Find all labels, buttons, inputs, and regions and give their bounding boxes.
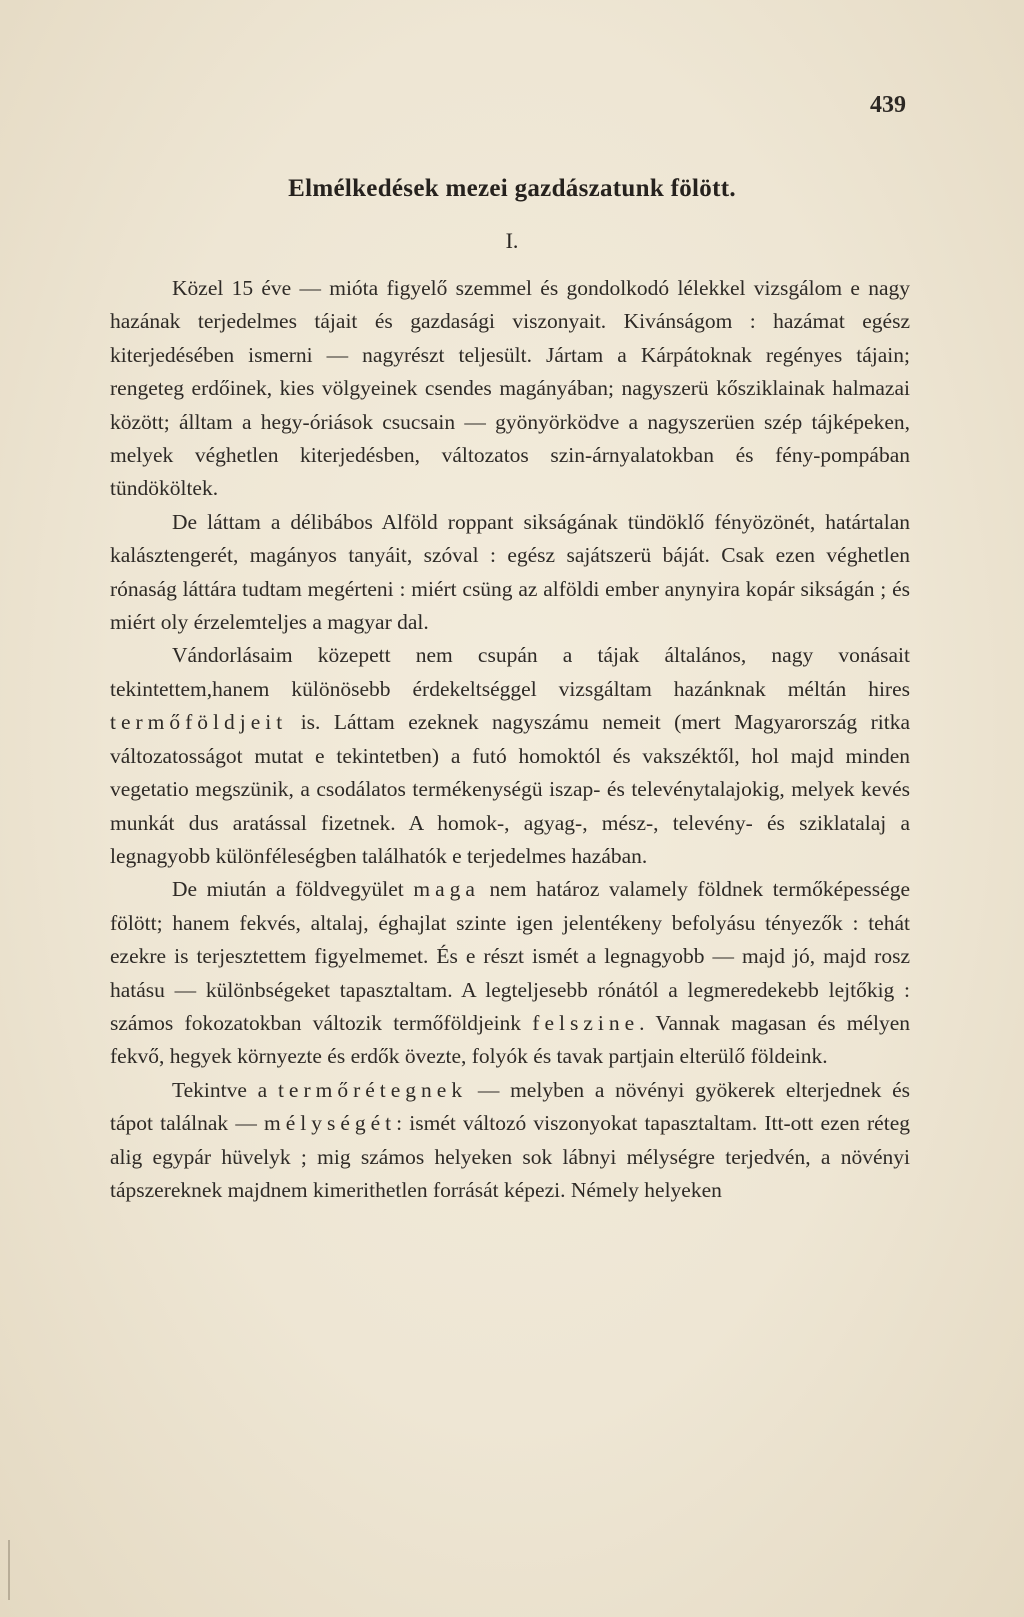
spaced-emphasis-text: mélységét [263,1111,397,1136]
text-run: nem határoz valamely földnek termőképessége fölött; hanem fekvés, altalaj, éghajlat szinte igen jelentékeny befolyásu tényezők : tehát ezekre is terjesztettem figyelmemet. És e részt ismét a legnagyobb — majd jó, majd rosz hatásu — különbségeket tapasztaltam. A legteljesebb rónától a legmeredekebb lejtőkig : számos fokozatokban változik termőföldjeink [110,877,910,1035]
spaced-emphasis-text: termőföldjeit [110,710,288,735]
text-run: De láttam a délibábos Alföld roppant sikságának tündöklő fényözönét, határtalan kalásztengerét, magányos tanyáit, szóval : egész sajátszerü báját. Csak ezen véghetlen rónaság láttára tudtam megérteni : miért csüng az alföldi ember anynyira kopár sikságán ; és miért oly érzelemteljes a magyar dal. [110,509,910,635]
text-run: : ismét változó viszonyokat tapasztaltam. Itt-ott ezen réteg alig egypár hüvelyk ; mig számos helyeken sok lábnyi mélységre terjedvén, a növényi tápszereknek majdnem kimerithetlen forrását képezi. Némely helyeken [110,1111,910,1202]
text-run: — melyben a növényi gyökerek elterjednek és tápot találnak — [110,1077,910,1136]
body-text [110,272,910,1207]
spaced-emphasis-text: felszine [532,1010,640,1035]
page-edge-mark [8,1540,10,1600]
page-number: 439 [870,92,906,118]
paragraph [110,506,910,640]
spaced-emphasis-text: maga [413,877,480,902]
text-run: Vándorlásaim közepett nem csupán a tájak általános, nagy vonásait tekintettem,hanem különösebb érdekeltséggel vizsgáltam hazánknak méltán hires [110,643,910,701]
text-run: . Vannak magasan és mélyen fekvő, hegyek környezte és erdők övezte, folyók és tavak partjain elterülő földeink. [110,1010,910,1069]
paragraph [110,1074,910,1208]
paragraph [110,639,910,873]
spaced-emphasis-text: termőrétegnek [277,1077,468,1102]
paragraph [110,272,910,506]
text-run: is. Láttam ezeknek nagyszámu nemeit (mert Magyarország ritka változatosságot mutat e tekintetben) a futó homoktól és vakszéktől, hol majd minden vegetatio megszünik, a csodálatos termékenységü iszap- és televénytalajokig, melyek kevés munkát dus aratással fizetnek. A homok-, agyag-, mész-, televény- és sziklatalaj a legnagyobb különféleségben találhatók e terjedelmes hazában. [110,710,910,868]
section-number: I. [505,228,519,253]
paragraph [110,873,910,1073]
text-run: Közel 15 éve — mióta figyelő szemmel és gondolkodó lélekkel vizsgálom e nagy hazának terjedelmes tájait és gazdasági viszonyait. Kivánságom : hazámat egész kiterjedésében ismerni — nagyrészt teljesült. Jártam a Kárpátoknak regényes tájain; rengeteg erdőinek, kies völgyeinek csendes magányában; nagyszerü kősziklainak halmazai között; álltam a hegy-óriások csucsain — gyönyörködve a nagyszerüen szép tájképeken, melyek véghetlen kiterjedésben, változatos szin-árnyalatokban és fény-pompában tündököltek. [110,276,910,501]
text-run: De miután a földvegyület [172,877,414,902]
text-run: Tekintve a [172,1077,278,1102]
chapter-title: Elmélkedések mezei gazdászatunk fölött. [288,175,736,202]
